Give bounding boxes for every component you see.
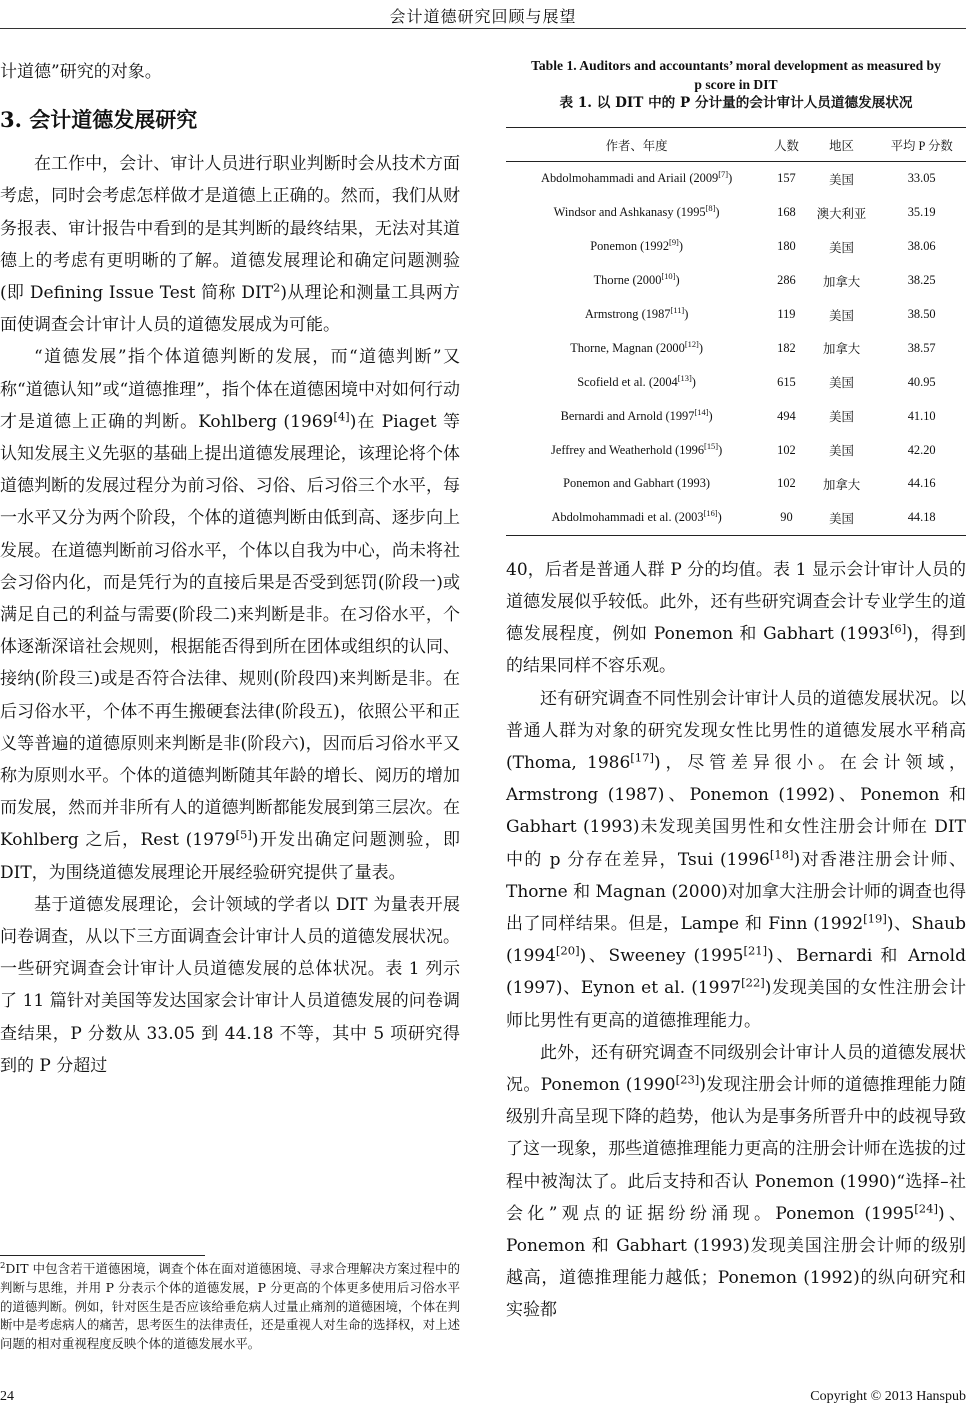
footnote-rule: [0, 1255, 205, 1256]
paragraph-continuation: [0, 56, 460, 88]
cell-region: 美国: [829, 172, 854, 187]
table-row: [506, 433, 966, 467]
author-close: ): [691, 374, 696, 389]
paragraph-1: [0, 148, 460, 341]
cell-n: 102: [777, 442, 796, 457]
cell-n: 182: [777, 340, 796, 355]
cell-region: 加拿大: [822, 342, 861, 357]
copyright-notice: Copyright © 2013 Hanspub: [810, 1389, 966, 1404]
citation-ref: [11]: [670, 304, 685, 315]
cell-n: 286: [777, 273, 796, 288]
cell-p-score: 38.57: [907, 340, 936, 355]
citation-ref: [8]: [705, 203, 716, 214]
paragraph-4: [506, 554, 966, 683]
citation-ref: [6]: [889, 621, 907, 636]
cell-author: [506, 433, 767, 467]
author-text: Abdolmohammadi et al. (2003: [551, 510, 704, 525]
citation-ref: [9]: [669, 237, 679, 248]
cell-author: [506, 501, 767, 535]
citation-ref: [7]: [718, 169, 729, 180]
table-row: [506, 196, 966, 230]
paragraph-2: [0, 341, 460, 888]
footnote-marker: 2: [273, 280, 281, 295]
author-close: ): [678, 239, 683, 254]
author-close: ): [698, 340, 703, 355]
right-text: [506, 554, 966, 1327]
author-text: Jeffrey and Weatherhold (1996: [551, 442, 705, 457]
cell-region: 加拿大: [822, 274, 861, 289]
paragraph-text: 在工作中，会计、审计人员进行职业判断时会从技术方面考虑，同时会考虑怎样做才是道德上正确的。然而，我们从财务报表、审计报告中看到的是其判断的最终结果，无法对其道德上的考虑有更明晰的了解。道德发展理论和确定问题测验(即 Defining Issue Test 简称 DIT: [0, 154, 460, 304]
header-rule: [0, 28, 966, 29]
cell-n: 102: [777, 476, 796, 491]
paragraph-6: [506, 1037, 966, 1327]
citation-ref: [20]: [555, 943, 580, 958]
cell-p-score: 35.19: [907, 205, 936, 220]
citation-ref: [10]: [661, 270, 676, 281]
citation-ref: [13]: [677, 372, 692, 383]
column-header-n: 人数: [767, 128, 806, 162]
citation-ref: [16]: [703, 508, 718, 519]
column-header-p-score: 平均 P 分数: [877, 128, 966, 162]
author-close: ): [718, 442, 723, 457]
paragraph-text: 还有研究调查不同性别会计审计人员的道德发展状况。以普通人群为对象的研究发现女性比男性的道德发展水平稍高(Thoma, 1986: [506, 688, 966, 774]
paragraph-text: 此外，还有研究调查不同级别会计审计人员的道德发展状况。Ponemon (1990: [506, 1042, 966, 1096]
section-title: 会计道德发展研究: [29, 107, 198, 133]
table-row: [506, 467, 966, 501]
author-close: ): [684, 307, 689, 321]
left-column: [0, 56, 460, 1082]
author-close: ): [715, 205, 720, 220]
cell-region: 美国: [829, 410, 854, 425]
citation-ref: [19]: [863, 911, 887, 926]
author-text: Ponemon (1992: [590, 239, 670, 254]
author-text: Abdolmohammadi and Ariail (2009: [541, 171, 719, 186]
column-header-region: 地区: [806, 128, 878, 162]
citation-ref: [5]: [235, 827, 252, 842]
table-caption-zh: 表 1. 以 DIT 中的 P 分计量的会计审计人员道德发展状况: [559, 95, 913, 111]
citation-ref: [17]: [630, 750, 654, 765]
cell-author: [506, 264, 767, 298]
table-row: [506, 264, 966, 298]
table-row: [506, 331, 966, 365]
cell-author: [506, 196, 767, 230]
paragraph-text: )发现美国的女性注册会计师比男性有更高的道德推理能力。: [506, 978, 966, 1031]
table-body: [506, 162, 966, 536]
paragraph-text: )从理论和测量工具两方面使调查会计审计人员的道德发展成为可能。: [0, 283, 460, 336]
citation-ref: [15]: [704, 440, 719, 451]
table-header-row: [506, 128, 966, 162]
footnote: [0, 1260, 460, 1354]
author-text: Armstrong (1987: [584, 307, 671, 321]
citation-ref: [24]: [914, 1201, 938, 1216]
paragraph-text: )，得到的结果同样不容乐观。: [506, 624, 966, 677]
cell-author: [506, 162, 767, 196]
cell-author: [506, 331, 767, 365]
author-text: Thorne, Magnan (2000: [570, 340, 685, 355]
paragraph-text: )、Shaub (1994: [506, 914, 966, 967]
author-close: ): [675, 273, 680, 288]
table-row: [506, 399, 966, 433]
author-text: Scofield et al. (2004: [577, 374, 678, 389]
table-row: [506, 298, 966, 332]
citation-ref: [18]: [769, 846, 794, 861]
author-close: ): [708, 408, 713, 423]
section-number: 3.: [0, 107, 22, 133]
cell-author: [506, 230, 767, 264]
cell-region: 美国: [829, 308, 854, 323]
cell-p-score: 40.95: [907, 374, 936, 389]
footnote-text: DIT 中包含若干道德困境，调查个体在面对道德困境、寻求合理解决方案过程中的判断与思维，并用 P 分表示个体的道德发展，P 分更高的个体更多使用后习俗水平的道德判断。例如，针对医生是否应该给垂危病人过量止痛剂的道德困境，个体在判断中是考虑病人的痛苦，思考医生的法律责任，还是重视人对生命的选择权，对上述问题的相对重视程度反映个体的道德发展水平。: [0, 1261, 460, 1352]
paragraph-text: “道德发展”指个体道德判断的发展，而“道德判断”又称“道德认知”或“道德推理”，指个体在道德困境中对如何行动才是道德上正确的判断。Kohlberg (1969: [0, 347, 460, 432]
cell-n: 157: [777, 171, 796, 186]
paragraph-text: )、Sweeney (1995: [579, 946, 744, 967]
author-close: ): [728, 171, 733, 186]
citation-ref: [4]: [333, 409, 350, 424]
table-caption-en: Table 1. Auditors and accountants’ moral development as measured by p score in DIT: [531, 58, 941, 92]
cell-author: [506, 298, 767, 332]
paragraph-text: )在 Piaget 等认知发展主义先驱的基础上提出道德发展理论，该理论将个体道德判断的发展过程分为前习俗、习俗、后习俗三个水平，每一水平又分为两个阶段，个体的道德判断由低到高、逐步向上发展。在道德判断前习俗水平，个体以自我为中心，尚未将社会习俗内化，而是凭行为的直接后果是否受到惩罚(阶段一)或满足自己的利益与需要(阶段二)来判断是非。在习俗水平，个体逐渐深谙社会规则，根据能否得到所在团体或组织的认同、接纳(阶段三)或是否符合法律、规则(阶段四)来判断是非。在后习俗水平，个体不再生搬硬套法律(阶段五)，依照公平和正义等普遍的道德原则来判断是非(阶段六)，因而后习俗水平又称为原则水平。个体的道德判断随其年龄的增长、阅历的增加而发展，然而并非所有人的道德判断都能发展到第三层次。在 Kohlberg 之后，Rest (1979: [0, 411, 460, 851]
cell-region: 加拿大: [822, 477, 861, 492]
cell-region: 美国: [829, 376, 854, 391]
cell-n: 90: [767, 501, 806, 535]
cell-p-score: 33.05: [907, 171, 936, 186]
paragraph-text: )，尽管差异很小。在会计领域，Armstrong (1987)、Ponemon (1992)、Ponemon 和 Gabhart (1993)未发现美国男性和女性注册会计师在 DIT 中的 p 分存在差异，Tsui (1996: [506, 753, 966, 870]
paragraph-3: [0, 889, 460, 1082]
table-row: [506, 365, 966, 399]
paragraph-text: )、Ponemon 和 Gabhart (1993)发现美国注册会计师的级别越高，道德推理能力越低；Ponemon (1992)的纵向研究和实验都: [506, 1203, 966, 1321]
author-text: Windsor and Ashkanasy (1995: [553, 205, 706, 220]
paragraph-text: )发现注册会计师的道德推理能力随级别升高呈现下降的趋势，他认为是事务所晋升中的歧视导致了这一现象，那些道德推理能力更高的注册会计师在选拔的过程中被淘汰了。此后支持和否认 Ponemon (1990)“选择–社会化”观点的证据纷纷涌现。Ponemon (1995: [506, 1075, 966, 1224]
paragraph-text: )、Bernardi 和 Arnold (1997)、Eynon et al. (1997: [506, 946, 966, 999]
cell-p-score: 38.50: [907, 307, 936, 321]
data-table: [506, 127, 966, 536]
section-heading: [0, 104, 460, 136]
citation-ref: [14]: [694, 406, 709, 417]
table-row: [506, 162, 966, 196]
cell-author: [506, 365, 767, 399]
paragraph-text: )对香港注册会计师、Thorne 和 Magnan (2000)对加拿大注册会计师的调查也得出了同样结果。但是，Lampe 和 Finn (1992: [506, 849, 966, 935]
cell-p-score: 44.16: [907, 476, 936, 491]
cell-p-score: 38.25: [907, 273, 936, 288]
citation-ref: [21]: [743, 943, 768, 958]
paragraph-text: 基于道德发展理论，会计领域的学者以 DIT 为量表开展问卷调查，从以下三方面调查会计审计人员的道德发展状况。一些研究调查会计审计人员道德发展的总体状况。表 1 列示了 11 篇针对美国等发达国家会计审计人员道德发展的问卷调查结果，P 分数从 33.05 到 44.18 不等，其中 5 项研究得到的 P 分超过: [0, 894, 460, 1076]
citation-ref: [23]: [675, 1072, 700, 1087]
author-text: Bernardi and Arnold (1997: [560, 408, 695, 423]
paragraph-text: 40，后者是普通人群 P 分的均值。表 1 显示会计审计人员的道德发展似乎较低。此外，还有些研究调查会计专业学生的道德发展程度，例如 Ponemon 和 Gabhart (1993: [506, 559, 966, 645]
cell-region: 澳大利亚: [816, 206, 867, 221]
footnote-number: 2: [0, 1259, 6, 1270]
table-1: [506, 56, 966, 536]
cell-n: 494: [777, 408, 796, 423]
cell-n: 615: [777, 374, 796, 389]
paragraph-text: 计道德”研究的对象。: [0, 62, 162, 82]
paragraph-5: [506, 683, 966, 1037]
right-column: [506, 56, 966, 1327]
cell-p-score: 41.10: [907, 408, 936, 423]
cell-region: 美国: [829, 240, 854, 255]
cell-author: [506, 399, 767, 433]
paragraph-text: )开发出确定问题测验，即 DIT，为围绕道德发展理论开展经验研究提供了量表。: [0, 830, 461, 883]
cell-n: 168: [777, 205, 796, 220]
table-row: [506, 501, 966, 535]
cell-n: 119: [777, 307, 796, 321]
citation-ref: [12]: [684, 338, 699, 349]
running-header: 会计道德研究回顾与展望: [389, 7, 577, 26]
page-number: 24: [0, 1389, 14, 1404]
cell-region: 美国: [829, 444, 854, 459]
cell-author: [506, 467, 767, 501]
author-close: ): [717, 510, 722, 525]
author-text: Thorne (2000: [593, 273, 662, 288]
cell-n: 180: [777, 239, 796, 254]
cell-p-score: 38.06: [907, 239, 936, 254]
table-row: [506, 230, 966, 264]
citation-ref: [22]: [741, 975, 765, 990]
author-text: Ponemon and Gabhart (1993): [563, 476, 711, 491]
cell-region: 美国: [806, 501, 878, 535]
cell-p-score: 42.20: [907, 442, 936, 457]
column-header-author: 作者、年度: [506, 128, 767, 162]
cell-p-score: 44.18: [877, 501, 966, 535]
